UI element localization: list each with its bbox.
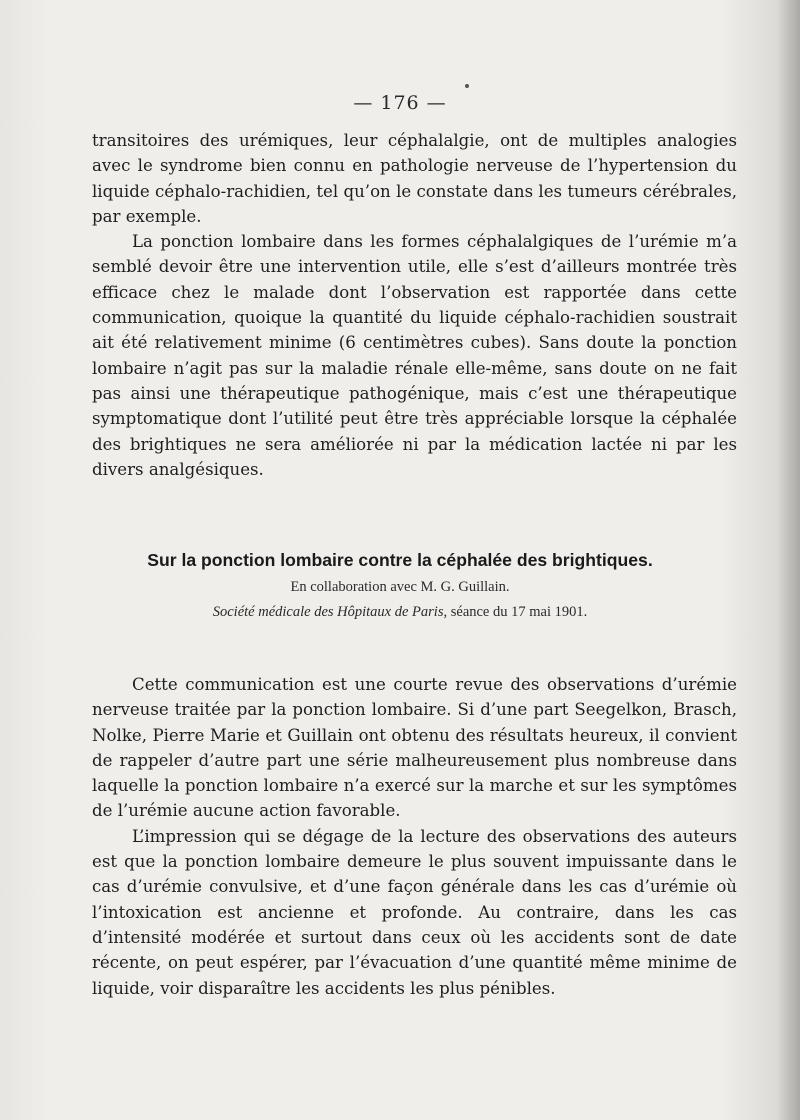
- paragraph-impression: L’impression qui se dégage de la lecture des observations des auteurs est que la ponction lombaire demeure le plus souvent impuissante dans le cas d’urémie convulsive, et d’une façon générale dans les cas d’urémie où l’intoxication est ancienne et profonde. Au contraire, dans les cas d’intensité modérée et surtout dans ceux où les accidents sont de date récente, on peut espérer, par l’évacuation d’une quantité même minime de liquide, voir disparaître les accidents les plus pénibles.: [92, 826, 737, 998]
- page-number: — 176 —: [353, 92, 447, 114]
- citation-session: séance du 17 mai 1901.: [447, 604, 588, 620]
- citation-line: [0, 604, 800, 621]
- citation-venue: Société médicale des Hôpitaux de Paris,: [212, 604, 448, 620]
- paragraph-review: Cette communication est une courte revue des observations d’urémie nerveuse traitée par la ponction lombaire. Si d’une part Seegelkon, Brasch, Nolke, Pierre Marie et Guillain ont obtenu des résultats heureux, il convient de rappeler d’autre part une série malheureusement plus nombreuse dans laquelle la ponction lombaire n’a exercé sur la marche et sur les symptômes de l’urémie aucune action favorable.: [92, 675, 737, 821]
- paragraph-uremia-lumbar-puncture: La ponction lombaire dans les formes céphalalgiques de l’urémie m’a semblé devoir être une intervention utile, elle s’est d’ailleurs montrée très efficace chez le malade dont l’observation est rapportée dans cette communication, quoique la quantité du liquide céphalo-rachidien soustrait ait été relativement minime (6 centimètres cubes). Sans doute la ponction lombaire n’agit pas sur la maladie rénale elle-même, sans doute on ne fait pas ainsi une thérapeutique pathogénique, mais c’est une thérapeutique symptomatique dont l’utilité peut être très appréciable lorsque la céphalée des brightiques ne sera améliorée ni par la médication lactée ni par les divers analgésiques.: [92, 232, 737, 479]
- paragraph-continued: transitoires des urémiques, leur céphalalgie, ont de multiples analogies avec le syndrome bien connu en pathologie nerveuse de l’hypertension du liquide céphalo-rachidien, tel qu’on le constate dans les tumeurs cérébrales, par exemple.: [92, 131, 737, 226]
- article-title: Sur la ponction lombaire contre la céphalée des brightiques.: [147, 550, 653, 570]
- body-text-top: [92, 128, 737, 482]
- collaboration-note: En collaboration avec M. G. Guillain.: [290, 579, 510, 595]
- ink-speck: [465, 84, 469, 88]
- body-text-bottom: [92, 672, 737, 1001]
